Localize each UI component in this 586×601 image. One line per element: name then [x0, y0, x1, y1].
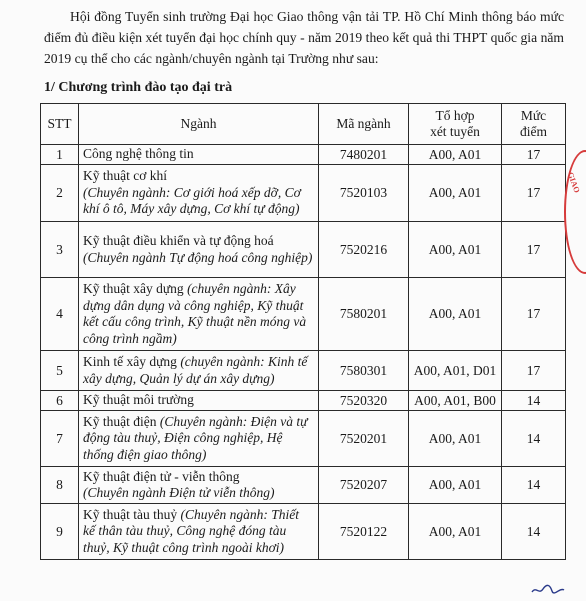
header-name: Ngành	[79, 104, 319, 145]
row-stt: 8	[41, 467, 79, 504]
admission-score-table	[40, 103, 566, 560]
intro-text	[44, 6, 564, 69]
section-title: 1/ Chương trình đào tạo đại trà	[44, 80, 233, 95]
red-stamp	[564, 150, 586, 274]
header-combo-line1: Tổ hợp	[435, 108, 475, 123]
row-combo: A00, A01	[409, 411, 502, 467]
row-specialization: (Chuyên ngành Điện tử viễn thông)	[83, 485, 275, 500]
table-row	[41, 467, 566, 504]
row-stt: 2	[41, 165, 79, 222]
row-major-name: Kỹ thuật xây dựng	[83, 281, 184, 296]
table-row	[41, 504, 566, 560]
table-row	[41, 145, 566, 165]
row-stt: 1	[41, 145, 79, 165]
row-major-name: Kinh tế xây dựng	[83, 354, 177, 369]
row-stt: 7	[41, 411, 79, 467]
row-code: 7520216	[319, 222, 409, 278]
table-header-row	[41, 104, 566, 145]
row-score: 17	[502, 222, 566, 278]
row-code: 7580201	[319, 278, 409, 351]
row-specialization: (Chuyên ngành: Thiết kế thân tàu thuỷ, Công nghệ đóng tàu thuỷ, Kỹ thuật công trình ngoài khơi)	[83, 506, 299, 555]
row-combo: A00, A01	[409, 222, 502, 278]
header-code: Mã ngành	[319, 104, 409, 145]
row-major-name: Kỹ thuật môi trường	[83, 392, 194, 408]
intro-paragraph: Hội đồng Tuyển sinh trường Đại học Giao thông vận tải TP. Hồ Chí Minh thông báo mức điểm đủ điều kiện xét tuyển đại học chính quy - năm 2019 theo kết quả thi THPT quốc gia năm 2019 cụ thể cho các ngành/chuyên ngành tại Trường như sau:	[44, 9, 564, 66]
row-score: 14	[502, 411, 566, 467]
row-combo: A00, A01	[409, 145, 502, 165]
row-score: 17	[502, 278, 566, 351]
row-code: 7580301	[319, 351, 409, 391]
row-stt: 9	[41, 504, 79, 560]
table-row	[41, 278, 566, 351]
row-name-cell	[79, 467, 319, 504]
row-stt: 6	[41, 391, 79, 411]
row-specialization: (Chuyên ngành Tự động hoá công nghiệp)	[83, 249, 313, 265]
header-score	[502, 104, 566, 145]
row-major-name: Kỹ thuật cơ khí	[83, 168, 167, 184]
row-stt: 5	[41, 351, 79, 391]
row-major-name: Kỹ thuật điều khiển và tự động hoá	[83, 233, 274, 248]
table-row	[41, 411, 566, 467]
row-name-cell	[79, 504, 319, 560]
header-combo	[409, 104, 502, 145]
header-combo-line2: xét tuyển	[430, 124, 480, 139]
table-row	[41, 351, 566, 391]
row-code: 7520122	[319, 504, 409, 560]
row-stt: 4	[41, 278, 79, 351]
row-combo: A00, A01	[409, 504, 502, 560]
row-specialization: (chuyên ngành: Kinh tế xây dựng, Quản lý dự án xây dựng)	[83, 354, 308, 386]
row-combo: A00, A01	[409, 467, 502, 504]
row-score: 14	[502, 504, 566, 560]
stamp-text: GIAO	[565, 170, 582, 195]
row-score: 17	[502, 165, 566, 222]
row-combo: A00, A01, D01	[409, 351, 502, 391]
row-code: 7480201	[319, 145, 409, 165]
row-name-cell	[79, 278, 319, 351]
row-name-cell	[79, 222, 319, 278]
row-code: 7520320	[319, 391, 409, 411]
row-specialization: (chuyên ngành: Xây dựng dân dụng và công nghiệp, Kỹ thuật kết cấu công trình, Kỹ thuật nền móng và công trình ngầm)	[83, 281, 307, 346]
row-major-name: Kỹ thuật tàu thuỷ	[83, 506, 178, 522]
row-major-name: Công nghệ thông tin	[83, 146, 194, 162]
row-name-cell	[79, 145, 319, 165]
row-score: 17	[502, 351, 566, 391]
row-name-cell	[79, 391, 319, 411]
row-specialization: (Chuyên ngành: Cơ giới hoá xếp dỡ, Cơ khí ô tô, Máy xây dựng, Cơ khí tự động)	[83, 184, 301, 217]
row-code: 7520103	[319, 165, 409, 222]
signature-mark	[530, 583, 566, 597]
row-name-cell	[79, 165, 319, 222]
header-score-line1: Mức	[520, 108, 547, 123]
row-score: 17	[502, 145, 566, 165]
row-combo: A00, A01	[409, 165, 502, 222]
header-stt: STT	[41, 104, 79, 145]
row-combo: A00, A01	[409, 278, 502, 351]
table-row	[41, 391, 566, 411]
row-major-name: Kỹ thuật điện	[83, 413, 157, 429]
table-row	[41, 222, 566, 278]
row-specialization: (Chuyên ngành: Điện và tự động tàu thuỷ, Điện công nghiệp, Hệ thống điện giao thông)	[83, 413, 308, 462]
row-score: 14	[502, 391, 566, 411]
header-score-line2: điểm	[520, 124, 547, 139]
row-code: 7520201	[319, 411, 409, 467]
row-score: 14	[502, 467, 566, 504]
row-major-name: Kỹ thuật điện tử - viễn thông	[83, 468, 240, 484]
row-name-cell	[79, 411, 319, 467]
row-code: 7520207	[319, 467, 409, 504]
row-combo: A00, A01, B00	[409, 391, 502, 411]
row-stt: 3	[41, 222, 79, 278]
row-name-cell	[79, 351, 319, 391]
table-row	[41, 165, 566, 222]
